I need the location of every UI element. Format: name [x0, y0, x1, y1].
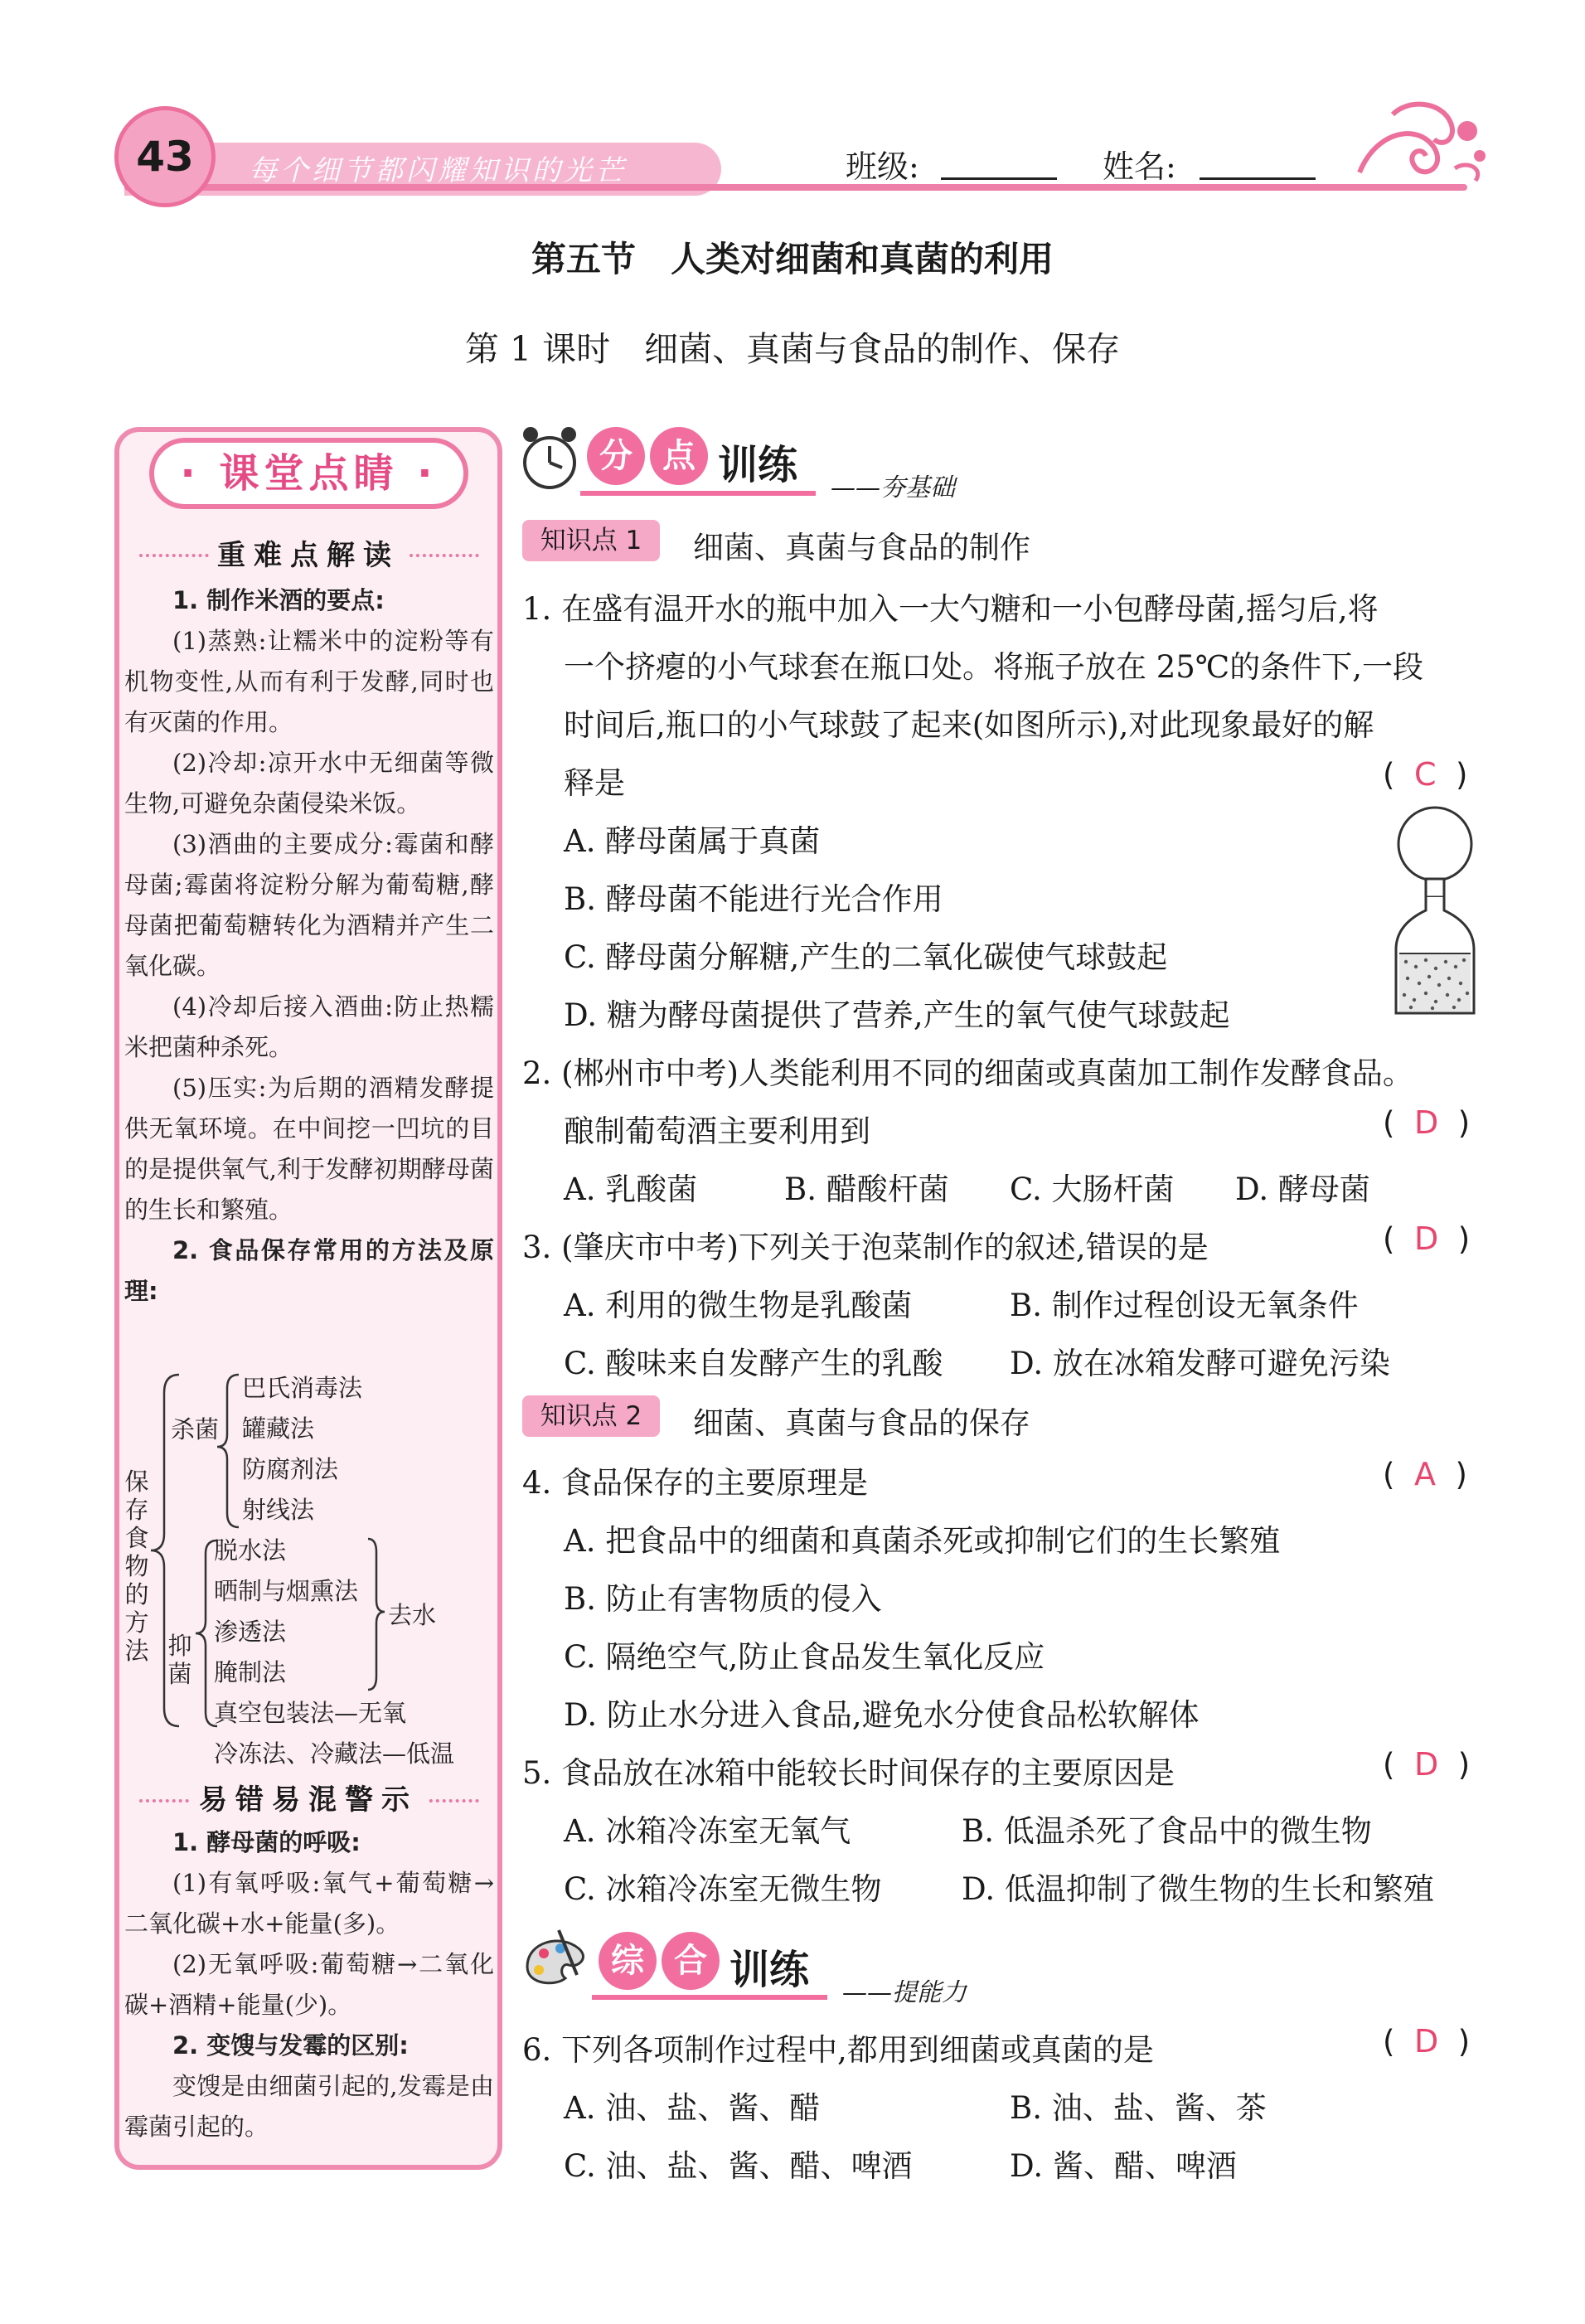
warn1-title: 1. 酵母菌的呼吸:: [172, 1828, 361, 1856]
item1-step3: (3)酒曲的主要成分:霉菌和酵母菌;霉菌将淀粉分解为葡萄糖,酵母菌把葡萄糖转化为酒精并产生二氧化碳。: [124, 830, 494, 980]
training2-title: 训练: [729, 1947, 810, 1993]
making-rice-wine-notes: [124, 580, 494, 1312]
answer-letter: D: [1413, 1220, 1439, 1257]
knowledge-point-1-title: 细菌、真菌与食品的制作: [693, 530, 1030, 565]
warn2-text: 变馊是由细菌引起的,发霉是由霉菌引起的。: [124, 2072, 494, 2141]
alarm-clock-icon: [519, 423, 580, 492]
item1-title: 1. 制作米酒的要点:: [172, 586, 385, 614]
q3-option-b: B. 制作过程创设无氧条件: [1010, 1288, 1359, 1323]
q4-answer: ( A ): [1383, 1456, 1467, 1492]
warn1-anaerobic: (2)无氧呼吸:葡萄糖→二氧化碳+酒精+能量(少)。: [124, 1950, 494, 2019]
q6-option-d: D. 酱、醋、啤酒: [1010, 2148, 1237, 2184]
q6-option-c: C. 油、盐、酱、醋、啤酒: [564, 2148, 913, 2184]
subheading-key-points: [124, 532, 492, 573]
tree-kill-label: 杀菌: [171, 1415, 220, 1443]
bottle-balloon-figure: [1389, 804, 1481, 1021]
tree-brace-dehydrate: [366, 1531, 386, 1696]
tree-root-label: 保存食物的方法: [124, 1468, 149, 1665]
knowledge-point-2-label: 知识点 2: [540, 1401, 642, 1431]
tree-freeze-item: 冷冻法、冷藏法—低温: [214, 1739, 455, 1768]
lesson-title: 第 1 课时 细菌、真菌与食品的制作、保存: [464, 329, 1121, 369]
q4-option-b: B. 防止有害物质的侵入: [564, 1581, 882, 1617]
training2-badge-char2: 合: [662, 1932, 720, 1990]
q5-option-b: B. 低温杀死了食品中的微生物: [962, 1813, 1372, 1849]
answer-letter: D: [1413, 2023, 1439, 2060]
tree-inhibit-items: [214, 1531, 454, 1774]
name-label: 姓名:: [1103, 148, 1176, 185]
q1-answer: ( C ): [1383, 756, 1468, 793]
q2-stem-line1: 2. (郴州市中考)人类能利用不同的细菌或真菌加工制作发酵食品。: [522, 1055, 1413, 1091]
page-number: 43: [136, 133, 194, 181]
tree-kill-items: [242, 1368, 362, 1531]
q6-stem: 6. 下列各项制作过程中,都用到细菌或真菌的是: [522, 2032, 1154, 2068]
q5-stem: 5. 食品放在冰箱中能较长时间保存的主要原因是: [522, 1755, 1175, 1791]
tree-kill-item: 射线法: [242, 1496, 315, 1524]
q5-option-d: D. 低温抑制了微生物的生长和繁殖: [962, 1871, 1434, 1907]
q2-option-c: C. 大肠杆菌: [1010, 1172, 1175, 1207]
q1-stem-line3: 时间后,瓶口的小气球鼓了起来(如图所示),对此现象最好的解: [564, 707, 1374, 743]
tree-kill-item: 罐藏法: [242, 1414, 315, 1443]
tree-inhibit-item: 渗透法: [214, 1618, 287, 1646]
knowledge-point-2-title: 细菌、真菌与食品的保存: [693, 1405, 1030, 1441]
training1-underline: [580, 491, 816, 496]
tree-inhibit-item: 腌制法: [214, 1658, 287, 1686]
class-label: 班级:: [846, 148, 919, 185]
q1-stem-line1: 1. 在盛有温开水的瓶中加入一大勺糖和一小包酵母菌,摇匀后,将: [522, 591, 1379, 627]
tree-vacuum-item: 真空包装法—无氧: [214, 1699, 407, 1727]
q3-stem: 3. (肇庆市中考)下列关于泡菜制作的叙述,错误的是: [522, 1230, 1209, 1265]
training1-badge-char1: 分: [587, 427, 645, 485]
q1-option-c: C. 酵母菌分解糖,产生的二氧化碳使气球鼓起: [564, 939, 1168, 975]
q1-option-b: B. 酵母菌不能进行光合作用: [564, 881, 943, 917]
q2-answer: ( D ): [1383, 1104, 1471, 1141]
header-slogan: 每个细节都闪耀知识的光芒: [249, 154, 627, 187]
q1-stem-line2: 一个挤瘪的小气球套在瓶口处。将瓶子放在 25℃的条件下,一段: [564, 649, 1423, 685]
training1-tag: ——夯基础: [831, 473, 955, 502]
item1-step4: (4)冷却后接入酒曲:防止热糯米把菌种杀死。: [124, 992, 494, 1061]
tree-brace-kill: [216, 1368, 240, 1534]
q5-answer: ( D ): [1383, 1746, 1471, 1783]
item2-title: 2. 食品保存常用的方法及原理:: [124, 1236, 494, 1305]
warn2-title: 2. 变馊与发霉的区别:: [172, 2031, 409, 2060]
tree-inhibit-item: 晒制与烟熏法: [214, 1577, 359, 1605]
item1-step1: (1)蒸熟:让糯米中的淀粉等有机物变性,从而有利于发酵,同时也有灭菌的作用。: [124, 627, 494, 736]
q6-option-b: B. 油、盐、酱、茶: [1010, 2090, 1267, 2126]
q4-stem: 4. 食品保存的主要原理是: [522, 1465, 869, 1501]
answer-letter: D: [1413, 1104, 1439, 1141]
subheading-text: 重难点解读: [209, 539, 408, 572]
item1-step2: (2)冷却:凉开水中无细菌等微生物,可避免杂菌侵染米饭。: [124, 749, 494, 818]
preservation-methods-tree: [124, 1368, 494, 1768]
item1-step5: (5)压实:为后期的酒精发酵提供无氧环境。在中间挖一凹坑的目的是提供氧气,利于发酵初期酵母菌的生长和繁殖。: [124, 1074, 494, 1224]
tree-inhibit-item: 脱水法: [214, 1536, 287, 1565]
training1-title: 训练: [718, 442, 798, 488]
q6-option-a: A. 油、盐、酱、醋: [564, 2090, 821, 2126]
q2-option-a: A. 乳酸菌: [564, 1172, 698, 1207]
answer-letter: D: [1413, 1746, 1439, 1783]
q2-option-b: B. 醋酸杆菌: [784, 1172, 949, 1207]
q5-option-a: A. 冰箱冷冻室无氧气: [564, 1813, 851, 1849]
section-title: 第五节 人类对细菌和真菌的利用: [531, 239, 1054, 279]
q3-option-c: C. 酸味来自发酵产生的乳酸: [564, 1346, 943, 1381]
tree-kill-item: 防腐剂法: [242, 1455, 339, 1483]
answer-letter: C: [1413, 756, 1437, 793]
tree-kill-item: 巴氏消毒法: [242, 1374, 363, 1402]
training2-tag: ——提能力: [842, 1978, 967, 2007]
q1-option-a: A. 酵母菌属于真菌: [564, 823, 821, 859]
tree-dehydrate-label: 去水: [388, 1601, 437, 1629]
warn1-aerobic: (1)有氧呼吸:氧气+葡萄糖→二氧化碳+水+能量(多)。: [124, 1869, 494, 1938]
q4-option-a: A. 把食品中的细菌和真菌杀死或抑制它们的生长繁殖: [564, 1523, 1281, 1559]
panel-heading: · 课堂点睛 ·: [180, 450, 438, 497]
class-blank: [941, 177, 1057, 180]
q4-option-c: C. 隔绝空气,防止食品发生氧化反应: [564, 1639, 1045, 1675]
q3-option-d: D. 放在冰箱发酵可避免污染: [1010, 1346, 1390, 1381]
tree-inhibit-label: 抑菌: [167, 1632, 192, 1688]
answer-letter: A: [1413, 1456, 1436, 1492]
training2-underline: [592, 1995, 827, 2000]
q3-answer: ( D ): [1383, 1220, 1471, 1257]
q3-option-a: A. 利用的微生物是乳酸菌: [564, 1288, 913, 1323]
training1-badge-char2: 点: [650, 427, 708, 485]
knowledge-point-1-label: 知识点 1: [540, 526, 642, 556]
paint-palette-icon: [519, 1925, 589, 1992]
name-blank: [1200, 177, 1316, 180]
q1-stem-line4: 释是: [564, 765, 625, 801]
q6-answer: ( D ): [1383, 2023, 1471, 2060]
warnings-notes: [124, 1822, 494, 2147]
subheading-text: 易错易混警示: [191, 1783, 426, 1817]
q2-stem-line2: 酿制葡萄酒主要利用到: [564, 1113, 870, 1149]
subheading-warnings: [124, 1777, 492, 1817]
q4-option-d: D. 防止水分进入食品,避免水分使食品松软解体: [564, 1697, 1200, 1733]
q1-option-d: D. 糖为酵母菌提供了营养,产生的氧气使气球鼓起: [564, 997, 1230, 1033]
q2-option-d: D. 酵母菌: [1235, 1172, 1370, 1207]
q5-option-c: C. 冰箱冷冻室无微生物: [564, 1871, 882, 1907]
flower-ornament-icon: [1343, 98, 1492, 189]
training2-badge-char1: 综: [599, 1932, 657, 1990]
